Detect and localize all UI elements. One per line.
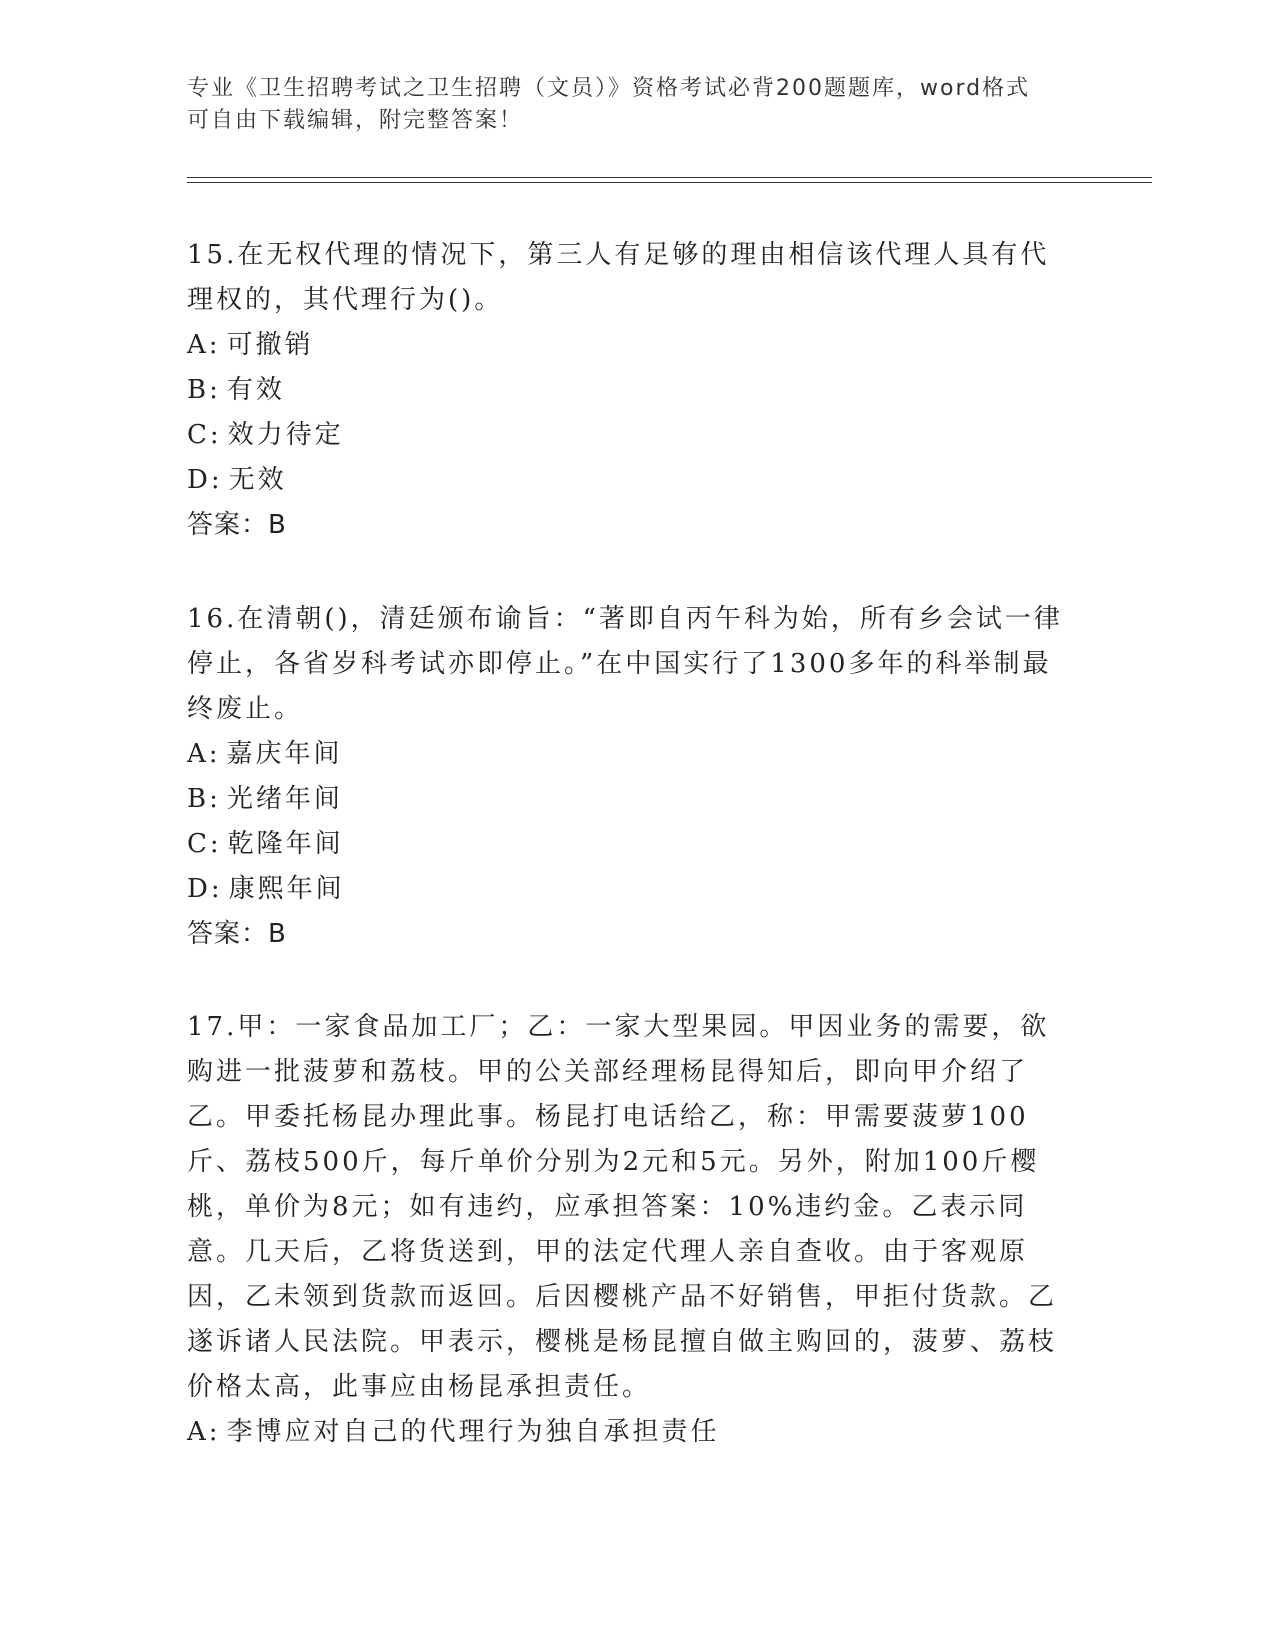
header-divider-bottom — [187, 182, 1152, 183]
option-c — [187, 822, 1077, 867]
option-letter: A: — [187, 330, 221, 360]
header-title-line-2: 可自由下载编辑，附完整答案！ — [187, 108, 524, 133]
option-a — [187, 1410, 1077, 1455]
option-text: 嘉庆年间 — [226, 739, 343, 769]
option-a — [187, 323, 1077, 368]
option-letter: D: — [187, 874, 223, 904]
option-b — [187, 777, 1077, 822]
option-text: 有效 — [226, 375, 285, 405]
answer-label: 答案：B — [187, 919, 287, 949]
option-letter: B: — [187, 784, 221, 814]
header-divider-top — [187, 177, 1152, 178]
option-text: 效力待定 — [227, 420, 344, 450]
option-c — [187, 413, 1077, 458]
question-stem: 16.在清朝()，清廷颁布谕旨：“著即自丙午科为始，所有乡会试一律停止，各省岁科考试亦即停止。”在中国实行了1300多年的科举制最终废止。 — [187, 604, 1063, 724]
header-title-line-1: 专业《卫生招聘考试之卫生招聘（文员）》资格考试必背200题题库，word格式 — [187, 76, 1031, 101]
answer-label: 答案：B — [187, 510, 287, 540]
option-text: 可撤销 — [226, 330, 314, 360]
option-letter: B: — [187, 375, 221, 405]
option-letter: A: — [187, 1417, 221, 1447]
question-17 — [187, 1005, 1077, 1455]
question-stem: 17.甲：一家食品加工厂；乙：一家大型果园。甲因业务的需要，欲购进一批菠萝和荔枝。甲的公关部经理杨昆得知后，即向甲介绍了乙。甲委托杨昆办理此事。杨昆打电话给乙，称：甲需要菠萝100斤、荔枝500斤，每斤单价分别为2元和5元。另外，附加100斤樱桃，单价为8元；如有违约，应承担答案：10%违约金。乙表示同意。几天后，乙将货送到，甲的法定代理人亲自查收。由于客观原因，乙未领到货款而返回。后因樱桃产品不好销售，甲拒付货款。乙遂诉诸人民法院。甲表示，樱桃是杨昆擅自做主购回的，菠萝、荔枝价格太高，此事应由杨昆承担责任。 — [187, 1012, 1058, 1402]
option-letter: A: — [187, 739, 221, 769]
option-text: 光绪年间 — [226, 784, 343, 814]
option-text: 李博应对自己的代理行为独自承担责任 — [226, 1417, 720, 1447]
option-letter: C: — [187, 420, 222, 450]
option-d — [187, 458, 1077, 503]
question-16 — [187, 597, 1077, 957]
option-letter: C: — [187, 829, 222, 859]
option-text: 无效 — [228, 465, 287, 495]
question-stem: 15.在无权代理的情况下，第三人有足够的理由相信该代理人具有代理权的，其代理行为()。 — [187, 240, 1050, 315]
question-15 — [187, 233, 1077, 548]
option-text: 康熙年间 — [228, 874, 345, 904]
option-letter: D: — [187, 465, 223, 495]
option-d — [187, 867, 1077, 912]
option-text: 乾隆年间 — [227, 829, 344, 859]
option-a — [187, 732, 1077, 777]
option-b — [187, 368, 1077, 413]
document-header — [187, 73, 1067, 137]
